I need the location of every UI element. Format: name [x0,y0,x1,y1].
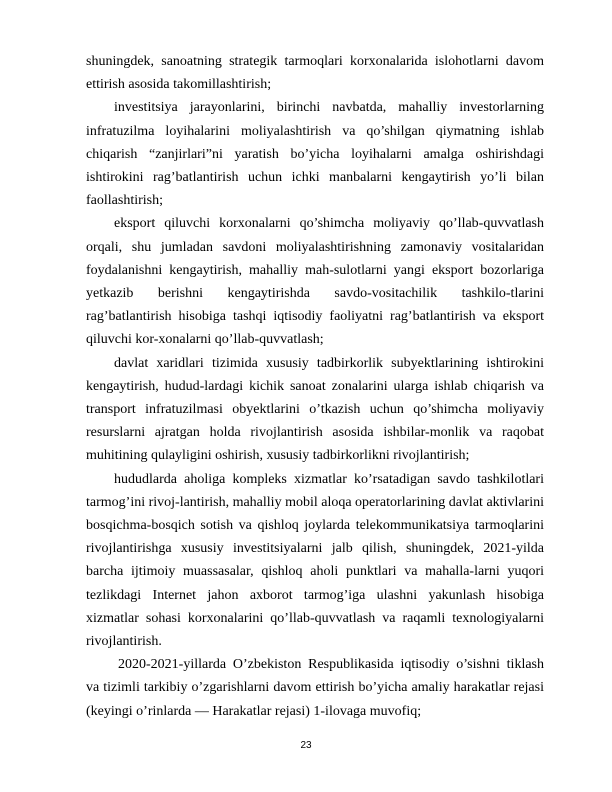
page-number: 23 [300,740,312,751]
paragraph-investment: investitsiya jarayonlarini, birinchi navbatda, mahalliy investorlarning infratuzilma loyihalarini moliyalashtirish va qo’shilgan qiymatning ishlab chiqarish “zanjirlari”ni yaratish bo’yicha loyihalarni amalga oshirishdagi ishtirokini rag’batlantirish uchun ichki manbalarni kengaytirish yo’li bilan faollashtirish; [86,100,544,209]
paragraph-action-plan: 2020-2021-yillarda O’zbekiston Respublikasida iqtisodiy o’sishni tiklash va tizimli tarkibiy o’zgarishlarni davom ettirish bo’yicha amaliy harakatlar rejasi (keyingi o’rinlarda — Harakatlar rejasi) 1-ilovaga muvofiq; [86,657,544,719]
paragraph-export-support: eksport qiluvchi korxonalarni qo’shimcha moliyaviy qo’llab-quvvatlash orqali, shu jumladan savdoni moliyalashtirishning zamonaviy vositalaridan foydalanishni kengaytirish, mahalliy mah-sulotlarni yangi eksport bozorlariga yetkazib berishni kengaytirishda savdo-vositachilik tashkilo-tlarini rag’batlantirish hisobiga tashqi iqtisodiy faoliyatni rag’batlantirish va eksport qiluvchi kor-xonalarni qo’llab-quvvatlash; [86,216,544,348]
paragraph-industry-reform: shuningdek, sanoatning strategik tarmoqlari korxonalarida islohotlarni davom ettirish asosida takomillashtirish; [86,54,544,93]
paragraph-public-procurement: davlat xaridlari tizimida xususiy tadbirkorlik subyektlarining ishtirokini kengaytirish, hudud-lardagi kichik sanoat zonalarini ularga ishlab chiqarish va transport infratuzilmasi obyektlarini o’tkazish uchun qo’shimcha moliyaviy resurslarni ajratgan holda rivojlantirish asosida ishbilar-monlik va raqobat muhitining qulayligini oshirish, xususiy tadbirkorlikni rivojlantirish; [86,355,544,464]
body-text [86,50,544,723]
paragraph-services-digital: hududlarda aholiga kompleks xizmatlar ko’rsatadigan savdo tashkilotlari tarmog’ini rivoj-lantirish, mahalliy mobil aloqa operatorlarining davlat aktivlarini bosqichma-bosqich sotish va qishloq joylarda telekommunikatsiya tarmoqlarini rivojlantirishga xususiy investitsiyalarni jalb qilish, shuningdek, 2021-yilda barcha ijtimoiy muassasalar, qishloq aholi punktlari va mahalla-larni yuqori tezlikdagi Internet jahon axborot tarmog’iga ulashni yakunlash hisobiga xizmatlar sohasi korxonalarini qo’llab-quvvatlash va raqamli texnologiyalarni rivojlantirish. [86,471,544,650]
